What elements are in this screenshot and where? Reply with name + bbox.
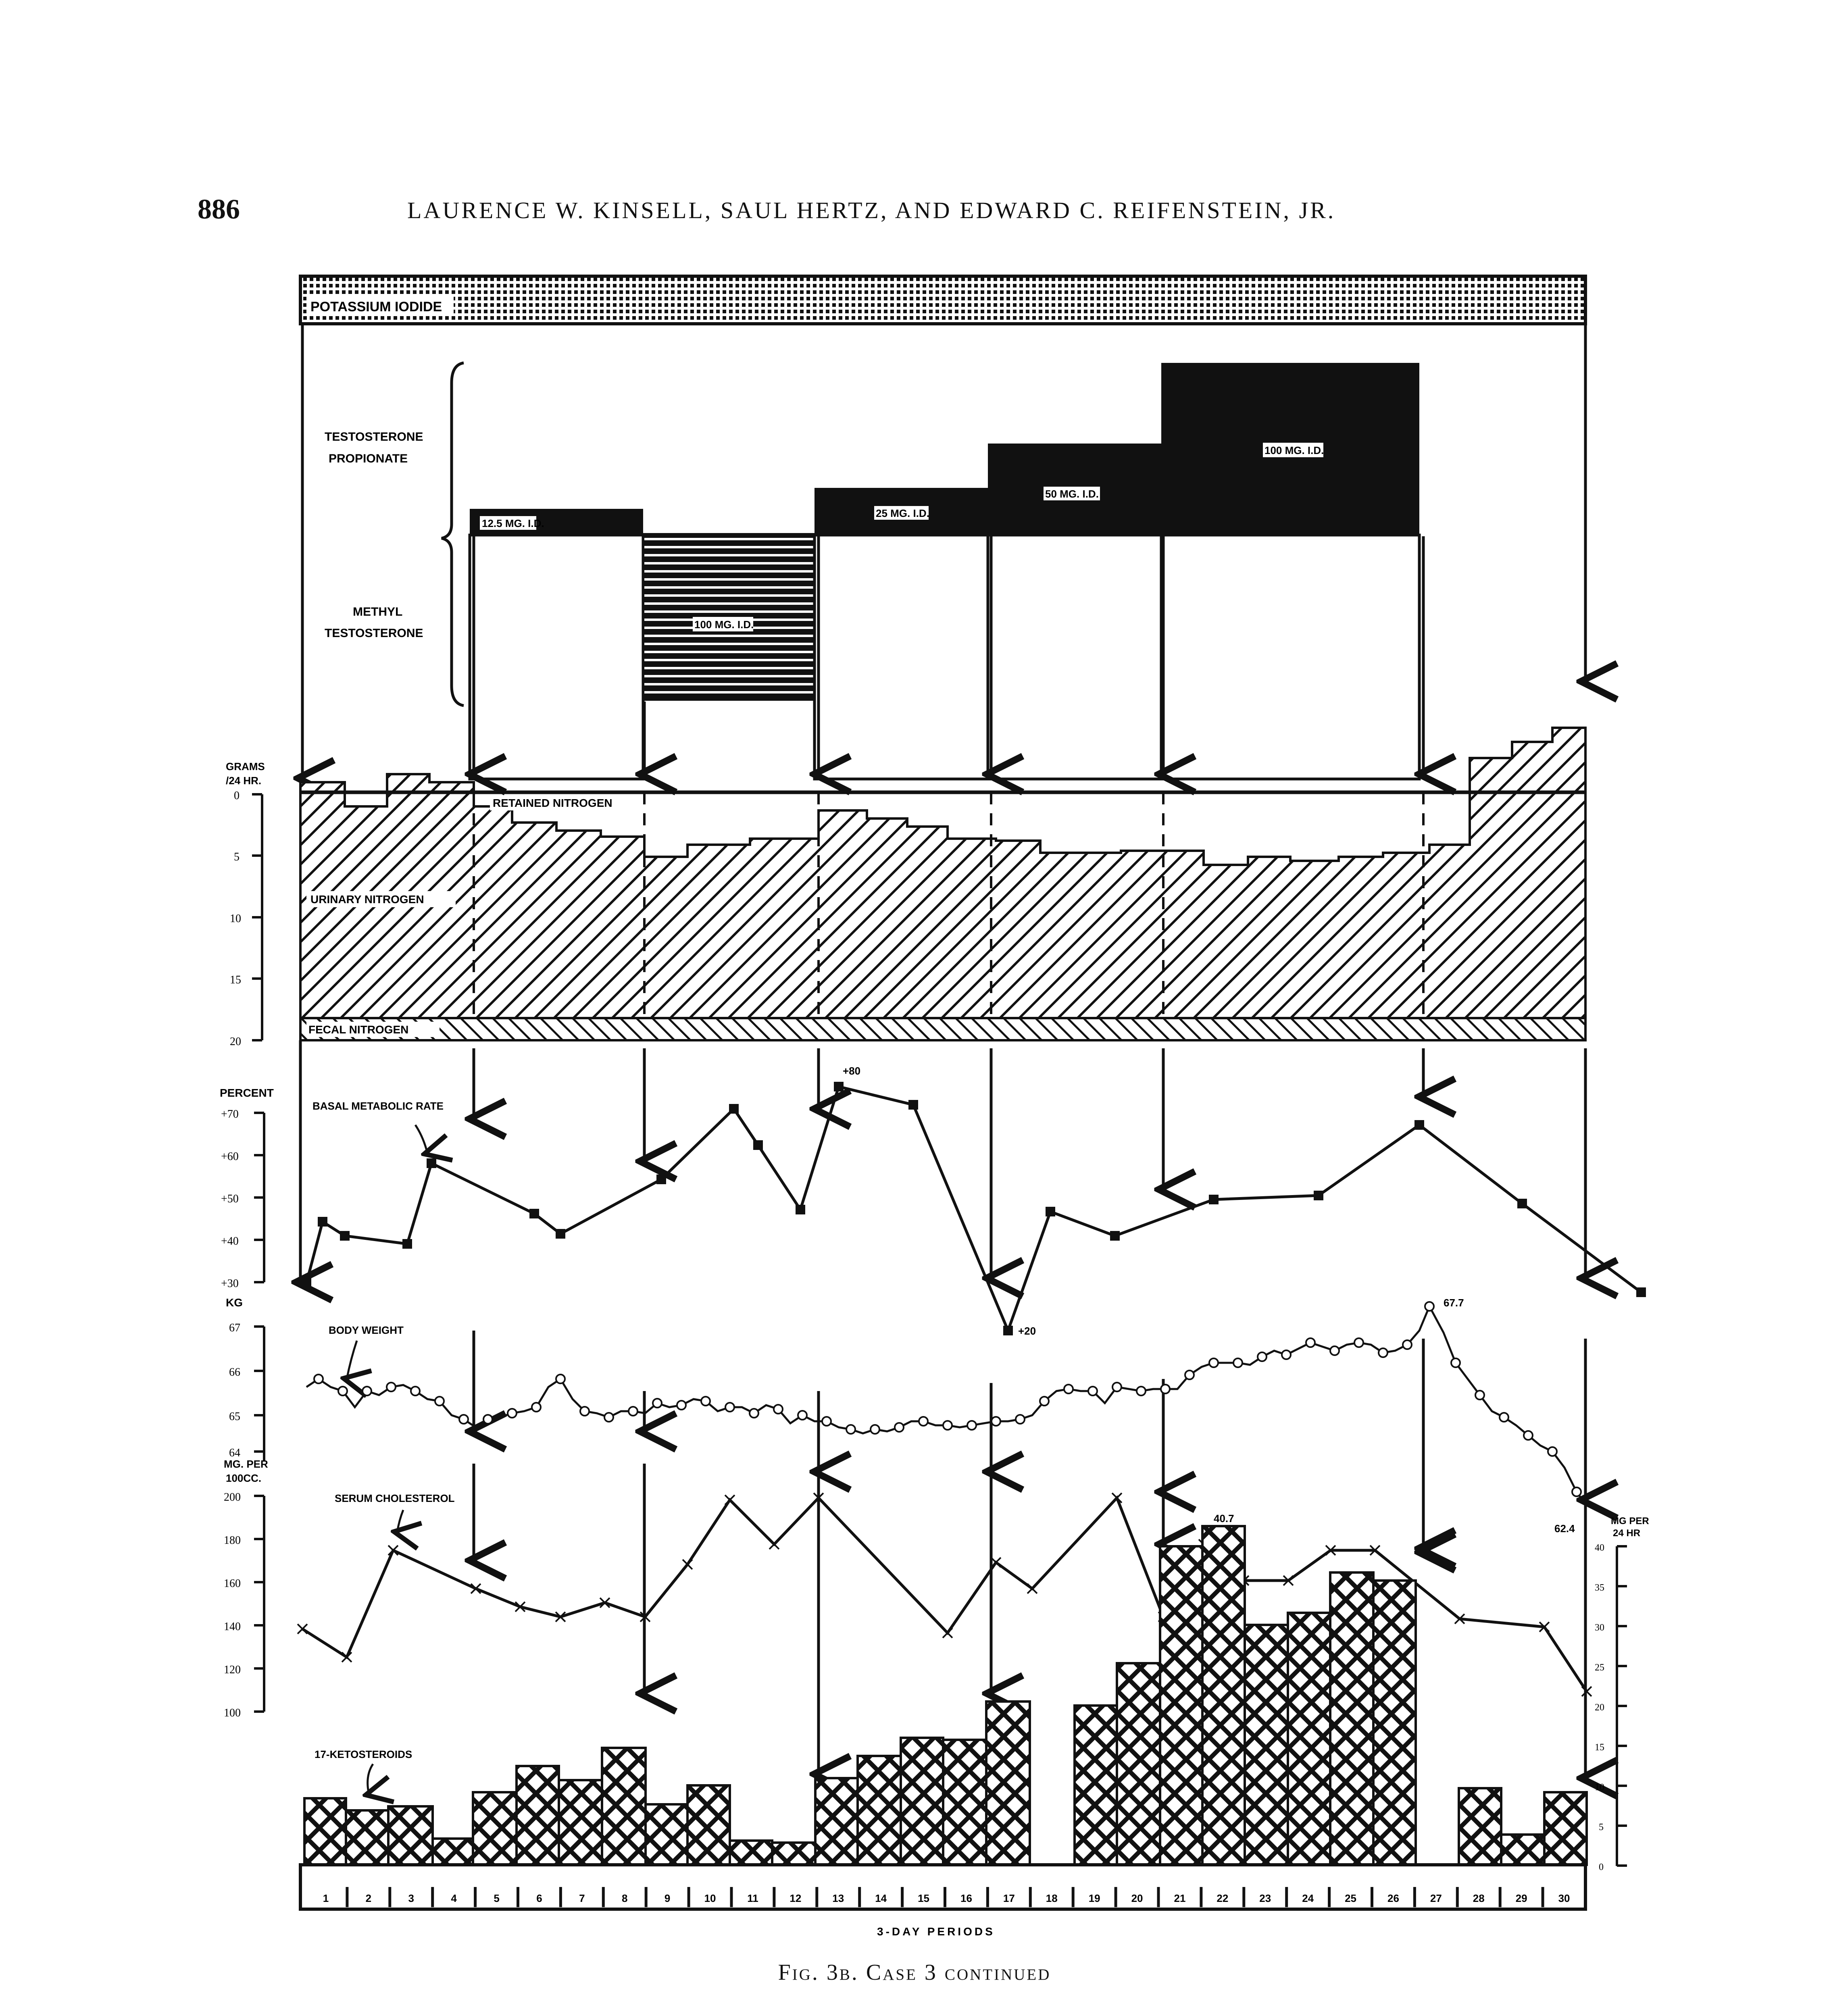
svg-text:40: 40 xyxy=(1595,1543,1604,1553)
testosterone-propionate-label: TESTOSTERONE xyxy=(325,430,423,444)
bmr-line xyxy=(306,1087,1641,1331)
period-label: 17 xyxy=(1003,1892,1015,1904)
svg-text:0: 0 xyxy=(1599,1862,1604,1872)
svg-text:PERCENT: PERCENT xyxy=(220,1087,274,1099)
methyl-testosterone-label: METHYL xyxy=(353,605,403,619)
weight-annotation-low: 62.4 xyxy=(1554,1522,1575,1535)
svg-text:GRAMS: GRAMS xyxy=(226,760,265,773)
period-label: 9 xyxy=(664,1892,671,1904)
svg-text:MG PER: MG PER xyxy=(1611,1516,1649,1527)
svg-text:10: 10 xyxy=(1595,1782,1604,1793)
x-axis-title: 3-DAY PERIODS xyxy=(877,1925,995,1938)
period-label: 6 xyxy=(536,1892,542,1904)
svg-text:10: 10 xyxy=(230,912,241,925)
bmr-annotation-low: +20 xyxy=(1018,1325,1036,1337)
period-label: 26 xyxy=(1387,1892,1399,1904)
dose-label-3: 25 MG. I.D. xyxy=(876,507,929,519)
testosterone-propionate-dose-bars xyxy=(470,363,1419,779)
nitrogen-axis xyxy=(226,760,265,1048)
body-weight-label: BODY WEIGHT xyxy=(329,1324,404,1336)
svg-text:140: 140 xyxy=(224,1620,241,1633)
svg-text:66: 66 xyxy=(229,1366,240,1379)
svg-text:120: 120 xyxy=(224,1664,241,1676)
bmr-label: BASAL METABOLIC RATE xyxy=(312,1100,444,1112)
svg-text:+70: +70 xyxy=(221,1108,239,1120)
period-label: 30 xyxy=(1558,1892,1570,1904)
period-label: 2 xyxy=(365,1892,372,1904)
period-label: 27 xyxy=(1430,1892,1442,1904)
period-label: 1 xyxy=(323,1892,329,1904)
period-label: 25 xyxy=(1345,1892,1357,1904)
svg-text:200: 200 xyxy=(224,1491,241,1504)
serum-cholesterol-label: SERUM CHOLESTEROL xyxy=(335,1492,455,1504)
svg-text:+40: +40 xyxy=(221,1235,239,1248)
svg-text:MG. PER: MG. PER xyxy=(224,1458,268,1470)
period-label: 23 xyxy=(1259,1892,1271,1904)
svg-text:+60: +60 xyxy=(221,1150,239,1163)
svg-text:TESTOSTERONE: TESTOSTERONE xyxy=(325,627,423,640)
period-label: 3 xyxy=(408,1892,414,1904)
potassium-iodide-bar xyxy=(300,276,1585,324)
fecal-nitrogen-band xyxy=(300,1018,1585,1040)
urinary-nitrogen-label: URINARY NITROGEN xyxy=(310,893,424,906)
period-label: 8 xyxy=(622,1892,628,1904)
svg-text:20: 20 xyxy=(1595,1702,1604,1713)
period-label: 22 xyxy=(1217,1892,1229,1904)
retained-nitrogen-label: RETAINED NITROGEN xyxy=(493,797,612,809)
weight-annotation-high: 67.7 xyxy=(1444,1297,1464,1309)
svg-text:67: 67 xyxy=(229,1322,240,1334)
running-head-authors: LAURENCE W. KINSELL, SAUL HERTZ, AND EDWARD C. REIFENSTEIN, JR. xyxy=(407,197,1336,223)
dose-label-1: 12.5 MG. I.D. xyxy=(482,517,544,529)
svg-text:PROPIONATE: PROPIONATE xyxy=(329,452,408,465)
svg-text:20: 20 xyxy=(230,1035,241,1048)
svg-text:25: 25 xyxy=(1595,1662,1604,1673)
svg-text:15: 15 xyxy=(1595,1742,1604,1753)
svg-text:100: 100 xyxy=(224,1707,241,1719)
ketosteroids-bars xyxy=(304,1526,1587,1865)
dose-label-4: 50 MG. I.D. xyxy=(1045,488,1099,500)
urinary-nitrogen-area xyxy=(300,792,1585,1018)
period-label: 20 xyxy=(1131,1892,1143,1904)
period-label: 10 xyxy=(704,1892,716,1904)
svg-text:/24 HR.: /24 HR. xyxy=(226,775,262,787)
ketosteroids-axis xyxy=(1595,1516,1649,1872)
svg-text:KG: KG xyxy=(226,1296,243,1309)
period-label: 14 xyxy=(875,1892,887,1904)
period-label: 11 xyxy=(747,1892,758,1904)
figure-caption: Fig. 3b. Case 3 continued xyxy=(778,1960,1051,1985)
period-label: 7 xyxy=(579,1892,585,1904)
svg-text:24 HR: 24 HR xyxy=(1613,1528,1641,1539)
svg-text:35: 35 xyxy=(1595,1583,1604,1593)
body-weight-line xyxy=(306,1306,1587,1506)
cholesterol-axis xyxy=(224,1458,268,1719)
svg-text:64: 64 xyxy=(229,1447,240,1459)
period-label: 21 xyxy=(1174,1892,1186,1904)
ketosteroids-label: 17-KETOSTEROIDS xyxy=(315,1748,412,1760)
svg-text:160: 160 xyxy=(224,1577,241,1590)
svg-text:5: 5 xyxy=(234,851,240,863)
period-label: 5 xyxy=(494,1892,500,1904)
svg-text:180: 180 xyxy=(224,1534,241,1547)
period-label: 16 xyxy=(960,1892,972,1904)
dose-label-5: 100 MG. I.D. xyxy=(1264,444,1324,456)
svg-text:30: 30 xyxy=(1595,1622,1604,1633)
period-label: 4 xyxy=(451,1892,457,1904)
ketosteroids-annotation: 40.7 xyxy=(1214,1512,1234,1524)
bmr-annotation-high: +80 xyxy=(843,1065,861,1077)
period-label: 15 xyxy=(918,1892,930,1904)
svg-text:100CC.: 100CC. xyxy=(226,1472,262,1484)
period-label: 13 xyxy=(832,1892,844,1904)
period-label: 19 xyxy=(1088,1892,1100,1904)
dose-label-2: 100 MG. I.D. xyxy=(694,619,754,631)
period-label: 12 xyxy=(790,1892,802,1904)
bmr-axis xyxy=(220,1087,274,1290)
body-weight-markers xyxy=(314,1302,1581,1496)
weight-axis xyxy=(226,1296,264,1462)
period-axis xyxy=(300,1865,1585,1938)
svg-text:5: 5 xyxy=(1599,1822,1604,1833)
potassium-iodide-label: POTASSIUM IODIDE xyxy=(310,299,442,314)
svg-text:0: 0 xyxy=(234,789,240,802)
svg-text:+50: +50 xyxy=(221,1193,239,1205)
svg-text:15: 15 xyxy=(230,974,241,986)
fecal-nitrogen-label: FECAL NITROGEN xyxy=(308,1023,409,1036)
period-label: 18 xyxy=(1046,1892,1058,1904)
svg-text:65: 65 xyxy=(229,1410,240,1423)
page-number: 886 xyxy=(198,194,240,225)
period-label: 28 xyxy=(1473,1892,1485,1904)
period-label: 29 xyxy=(1515,1892,1527,1904)
svg-text:+30: +30 xyxy=(221,1277,239,1290)
period-label: 24 xyxy=(1302,1892,1314,1904)
